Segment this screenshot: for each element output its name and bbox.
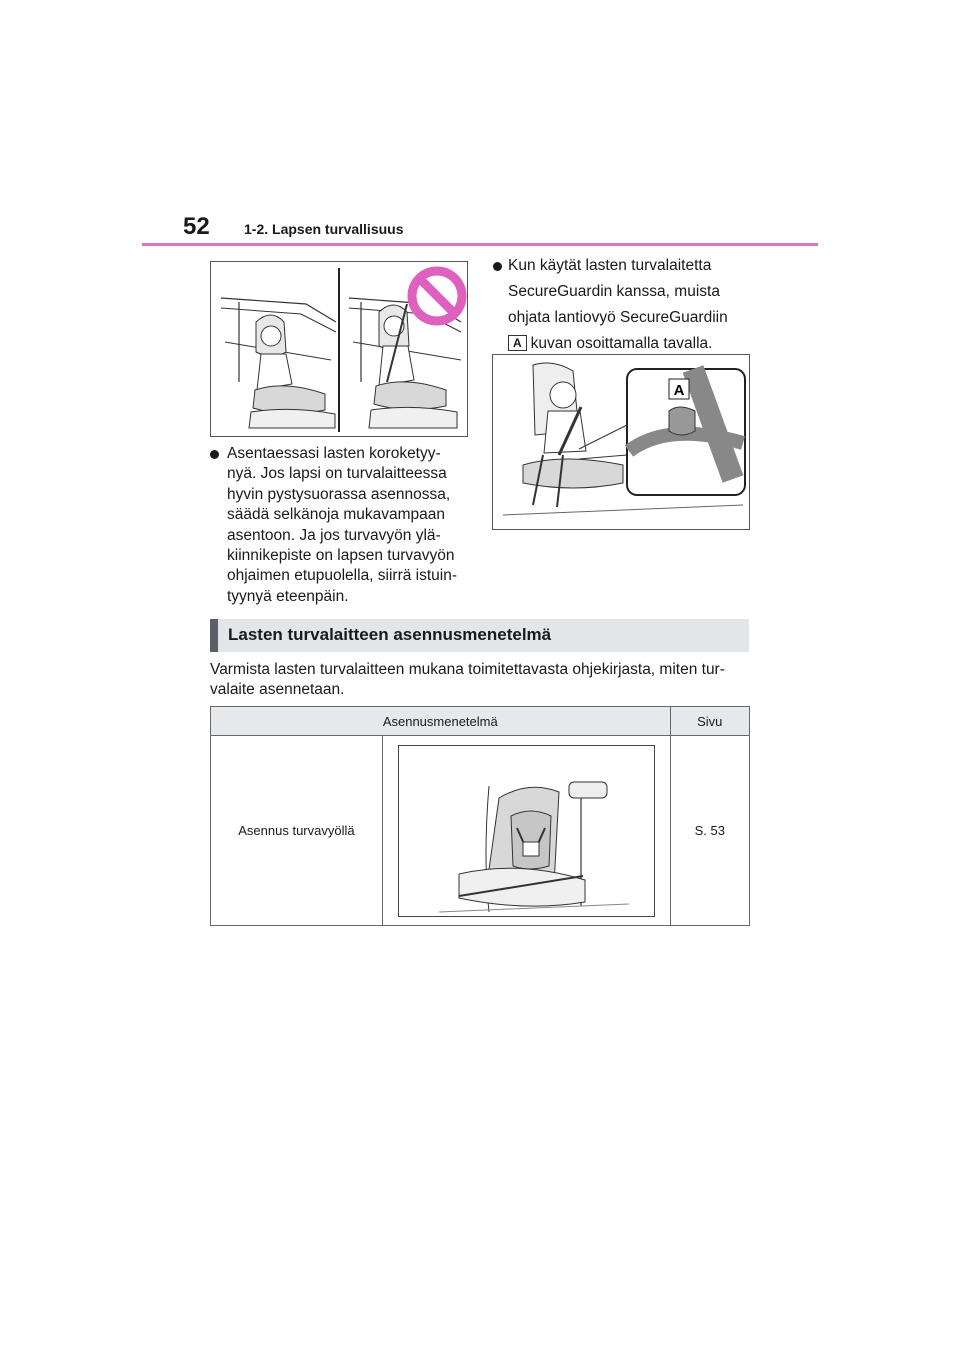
right-bullet-line-2: SecureGuardin kanssa, muista (508, 283, 720, 300)
header-page: Sivu (670, 707, 749, 736)
page-cell: S. 53 (670, 736, 749, 926)
section-heading (210, 619, 749, 652)
header-rule (142, 243, 818, 246)
child-seat-figure (398, 745, 655, 917)
right-bullet-last-line: kuvan osoittamalla tavalla. (530, 335, 713, 352)
method-figure-cell (382, 736, 670, 926)
left-bullet-text: Asentaessasi lasten koroketyy- nyä. Jos lapsi on turvalaitteessa hyvin pystysuorassa asennossa, säädä selkänoja mukavampaan asentoon. Ja jos turvavyön ylä- kiinnikepiste on lapsen turvavyön ohjaimen etupuolella, siirrä istuin- tyynyä eteenpäin. (227, 445, 458, 605)
bullet-dot (493, 262, 502, 271)
installation-table (210, 706, 750, 926)
section-heading-text: Lasten turvalaitteen asennusmenetelmä (228, 625, 552, 644)
prohibited-icon (412, 271, 462, 321)
table-row (211, 736, 750, 926)
booster-seat-figure (210, 261, 468, 437)
secureguard-figure (492, 354, 750, 530)
section-title: 1-2. Lapsen turvallisuus (244, 221, 404, 237)
right-bullet (491, 253, 761, 357)
callout-a: A (673, 382, 685, 399)
method-cell: Asennus turvavyöllä (211, 736, 383, 926)
right-bullet-line-3: ohjata lantiovyö SecureGuardiin (508, 309, 728, 326)
intro-paragraph (210, 660, 750, 700)
intro-text: Varmista lasten turvalaitteen mukana toimitettavasta ohjekirjasta, miten tur- valaite asennetaan. (210, 661, 725, 698)
right-bullet-line-1: Kun käytät lasten turvalaitetta (508, 257, 712, 274)
bullet-dot (210, 450, 219, 459)
table-header-row (211, 707, 750, 736)
left-bullet (210, 444, 472, 607)
marker-a: A (508, 335, 527, 351)
page-number: 52 (183, 213, 210, 240)
header-method: Asennusmenetelmä (211, 707, 671, 736)
